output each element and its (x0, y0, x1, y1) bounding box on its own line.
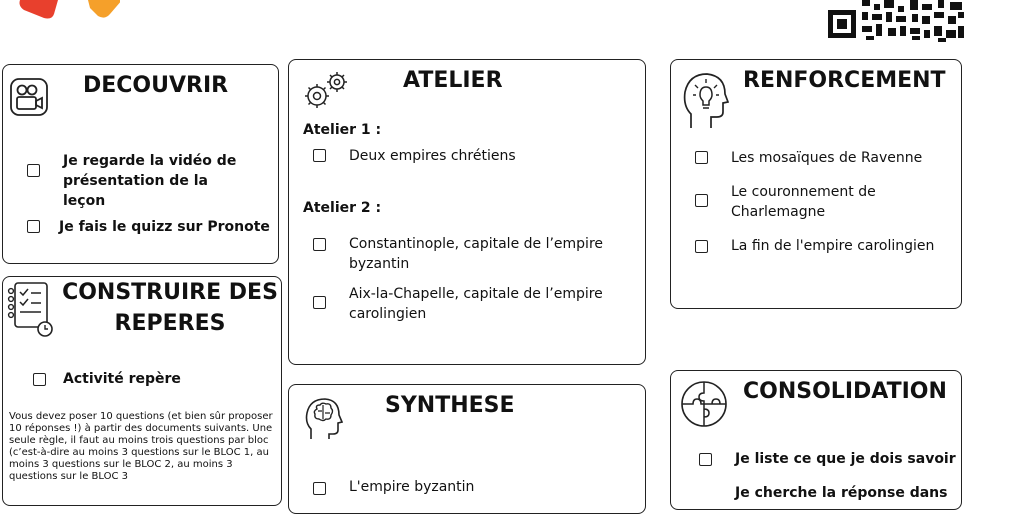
checkbox[interactable] (313, 482, 326, 495)
consolidation-item-2: Je cherche la réponse dans (735, 485, 948, 501)
atelier-1-item: Deux empires chrétiens (349, 148, 516, 164)
renforcement-section (670, 59, 962, 309)
atelier-section (288, 59, 646, 365)
atelier-title: ATELIER (403, 68, 503, 93)
construire-title-line1: CONSTRUIRE DES (62, 280, 278, 305)
camera-icon (9, 77, 49, 117)
atelier-2-item-1: Constantinople, capitale de l’empire byzantin (349, 236, 604, 272)
decouvrir-section (2, 64, 279, 264)
lightbulb-head-icon (681, 70, 729, 130)
checkbox[interactable] (313, 296, 326, 309)
logo-icon (10, 0, 120, 20)
checkbox[interactable] (313, 238, 326, 251)
puzzle-icon (679, 379, 729, 429)
decouvrir-item-2: Je fais le quizz sur Pronote (59, 219, 270, 235)
consolidation-section (670, 370, 962, 510)
checkbox[interactable] (695, 151, 708, 164)
checkbox[interactable] (27, 220, 40, 233)
synthese-section (288, 384, 646, 514)
consolidation-item-1: Je liste ce que je dois savoir (735, 451, 956, 467)
atelier-2-item-2: Aix-la-Chapelle, capitale de l’empire carolingien (349, 286, 603, 322)
consolidation-title: CONSOLIDATION (743, 379, 947, 404)
checkbox[interactable] (313, 149, 326, 162)
gears-icon (299, 68, 355, 112)
checkbox[interactable] (695, 194, 708, 207)
atelier-2-label: Atelier 2 : (303, 200, 382, 216)
checkbox[interactable] (27, 164, 40, 177)
atelier-1-label: Atelier 1 : (303, 122, 382, 138)
construire-paragraph: Vous devez poser 10 questions (et bien sûr proposer 10 réponses !) à partir des documents suivants. Une seule règle, il faut au moins trois questions par bloc (c’est-à-dire au moins 3 questions sur le BLOC 1, au moins 3 questions sur le BLOC 2, au moins 3 questions sur le BLOC 3 (9, 411, 273, 482)
synthese-title: SYNTHESE (385, 393, 515, 418)
brain-icon (303, 395, 343, 441)
checkbox[interactable] (699, 453, 712, 466)
qr-code-icon (826, 0, 966, 42)
decouvrir-title: DECOUVRIR (83, 73, 229, 98)
renforcement-item-3: La fin de l'empire carolingien (731, 238, 935, 254)
checkbox[interactable] (33, 373, 46, 386)
renforcement-title: RENFORCEMENT (743, 68, 946, 93)
construire-item: Activité repère (63, 371, 181, 387)
checkbox[interactable] (695, 240, 708, 253)
checklist-icon (5, 279, 61, 339)
construire-title-line2: REPERES (114, 311, 226, 336)
synthese-item-1: L'empire byzantin (349, 479, 475, 495)
construire-section (2, 276, 282, 506)
renforcement-item-1: Les mosaïques de Ravenne (731, 150, 923, 166)
renforcement-item-2: Le couronnement de Charlemagne (731, 184, 876, 220)
decouvrir-item-1: Je regarde la vidéo de présentation de la leçon (63, 153, 237, 209)
